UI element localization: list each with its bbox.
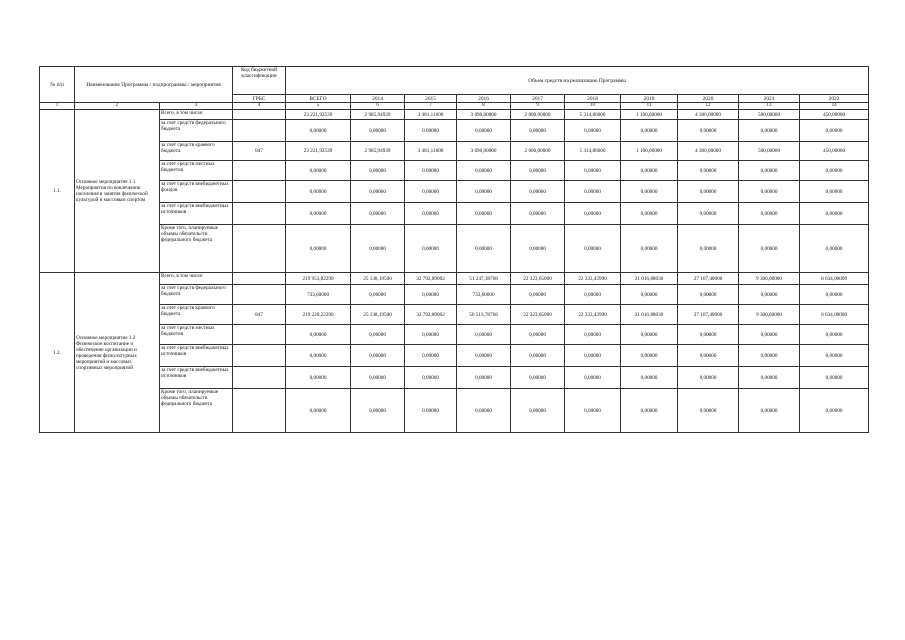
value-year: 450,00000 (800, 142, 869, 161)
funding-source: за счет средств внебюджетных источников (160, 345, 233, 367)
value-year: 0,00000 (800, 367, 869, 389)
value-year: 0,00000 (405, 325, 457, 345)
grbs-code (233, 367, 286, 389)
header-year: 2019 (621, 95, 678, 103)
grbs-code: 847 (233, 305, 286, 325)
value-year: 9 300,00000 (739, 305, 800, 325)
funding-source: за счет средств федерального бюджета (160, 120, 233, 142)
col-number: 14 (800, 103, 869, 110)
value-year: 4 300,00000 (678, 142, 739, 161)
col-number: 4 (233, 103, 286, 110)
funding-source: за счет средств внебюджетных источников (160, 367, 233, 389)
header-year: 2017 (511, 95, 565, 103)
value-year: 500,00000 (739, 110, 800, 120)
value-year: 21 016,88030 (621, 305, 678, 325)
funding-source: за счет средств краевого бюджета (160, 142, 233, 161)
value-year: 0,00000 (511, 325, 565, 345)
value-year: 32 792,89002 (405, 273, 457, 285)
value-year: 0,00000 (565, 120, 621, 142)
value-total: 0,00000 (286, 181, 351, 203)
value-year: 0,00000 (565, 389, 621, 433)
value-total: 23 221,92539 (286, 142, 351, 161)
value-year: 733,60000 (457, 285, 511, 305)
value-year: 0,00000 (800, 389, 869, 433)
value-year: 0,00000 (800, 161, 869, 181)
value-year: 0,00000 (405, 367, 457, 389)
value-total: 23 221,92539 (286, 110, 351, 120)
value-year: 0,00000 (739, 225, 800, 273)
value-year: 0,00000 (351, 161, 405, 181)
value-year: 0,00000 (405, 225, 457, 273)
value-year: 2 985,94939 (351, 110, 405, 120)
col-number: 11 (621, 103, 678, 110)
value-total: 0,00000 (286, 389, 351, 433)
value-year: 3 481,11600 (405, 110, 457, 120)
funding-source: за счет средств внебюджетных фондов (160, 181, 233, 203)
value-year: 0,00000 (565, 181, 621, 203)
value-year: 8 634,00000 (800, 273, 869, 285)
header-grbs: ГРБС (233, 95, 286, 103)
funding-table (39, 66, 869, 433)
value-year: 0,00000 (739, 181, 800, 203)
value-year: 25 138,19500 (351, 273, 405, 285)
table-row (40, 305, 869, 325)
header-code: Код бюджетной классификации (233, 67, 286, 95)
col-number: 6 (351, 103, 405, 110)
value-year: 0,00000 (565, 225, 621, 273)
col-number: 3 (160, 103, 233, 110)
value-year: 0,00000 (678, 161, 739, 181)
value-year: 0,00000 (511, 367, 565, 389)
col-number: 8 (457, 103, 511, 110)
value-year: 0,00000 (405, 389, 457, 433)
grbs-code (233, 161, 286, 181)
value-total: 0,00000 (286, 345, 351, 367)
value-year: 0,00000 (457, 345, 511, 367)
value-year: 32 792,89002 (405, 305, 457, 325)
value-total: 733,60000 (286, 285, 351, 305)
value-year: 0,00000 (678, 285, 739, 305)
value-year: 0,00000 (457, 203, 511, 225)
value-year: 0,00000 (800, 203, 869, 225)
value-year: 0,00000 (565, 285, 621, 305)
funding-source: за счет средств краевого бюджета (160, 305, 233, 325)
col-number: 2 (75, 103, 160, 110)
value-year: 0,00000 (621, 161, 678, 181)
table-row (40, 367, 869, 389)
value-total: 219 953,82290 (286, 273, 351, 285)
value-year: 0,00000 (621, 203, 678, 225)
value-year: 0,00000 (511, 161, 565, 181)
header-year: 2016 (457, 95, 511, 103)
value-year: 22 323,65000 (511, 305, 565, 325)
value-year: 0,00000 (621, 285, 678, 305)
value-year: 2 000,00000 (511, 110, 565, 120)
value-year: 0,00000 (405, 161, 457, 181)
header-row-1 (40, 67, 869, 95)
col-number: 13 (739, 103, 800, 110)
value-year: 500,00000 (739, 142, 800, 161)
header-funding: Объем средств на реализацию Программы (286, 67, 869, 95)
value-year: 0,00000 (621, 389, 678, 433)
value-year: 27 167,40000 (678, 305, 739, 325)
value-total: 0,00000 (286, 325, 351, 345)
value-year: 0,00000 (511, 181, 565, 203)
value-year: 0,00000 (405, 120, 457, 142)
grbs-code (233, 225, 286, 273)
value-year: 0,00000 (457, 389, 511, 433)
table-row (40, 325, 869, 345)
value-year: 0,00000 (800, 120, 869, 142)
value-year: 2 000,00000 (511, 142, 565, 161)
table-row (40, 161, 869, 181)
value-year: 0,00000 (351, 325, 405, 345)
table-row (40, 120, 869, 142)
value-year: 0,00000 (739, 203, 800, 225)
header-year: 2021 (739, 95, 800, 103)
value-total: 0,00000 (286, 203, 351, 225)
value-year: 0,00000 (511, 345, 565, 367)
value-year: 0,00000 (739, 325, 800, 345)
value-year: 0,00000 (678, 367, 739, 389)
header-year: 2022 (800, 95, 869, 103)
value-year: 0,00000 (800, 285, 869, 305)
value-year: 0,00000 (565, 203, 621, 225)
value-year: 0,00000 (621, 120, 678, 142)
value-year: 22 323,65000 (511, 273, 565, 285)
value-year: 0,00000 (565, 345, 621, 367)
table-row (40, 389, 869, 433)
value-year: 0,00000 (457, 367, 511, 389)
funding-source: за счет средств местных бюджетов (160, 161, 233, 181)
col-number: 1 (40, 103, 75, 110)
value-year: 0,00000 (351, 389, 405, 433)
funding-source: Всего, в том числе: (160, 273, 233, 285)
value-year: 0,00000 (457, 120, 511, 142)
table-row (40, 203, 869, 225)
value-year: 0,00000 (457, 181, 511, 203)
table-row (40, 181, 869, 203)
value-year: 0,00000 (678, 120, 739, 142)
value-total: 0,00000 (286, 367, 351, 389)
value-total: 0,00000 (286, 225, 351, 273)
value-year: 8 634,00000 (800, 305, 869, 325)
funding-source: Всего, в том числе: (160, 110, 233, 120)
col-number: 7 (405, 103, 457, 110)
table-row (40, 285, 869, 305)
header-total: ВСЕГО (286, 95, 351, 103)
value-year: 25 138,19500 (351, 305, 405, 325)
value-year: 0,00000 (678, 389, 739, 433)
value-year: 0,00000 (351, 181, 405, 203)
value-year: 0,00000 (739, 367, 800, 389)
value-year: 0,00000 (800, 345, 869, 367)
value-year: 0,00000 (351, 203, 405, 225)
header-name: Наименование Программы / подпрограммы / мероприятия (75, 67, 233, 103)
value-year: 0,00000 (678, 325, 739, 345)
value-year: 0,00000 (678, 225, 739, 273)
value-year: 21 016,88030 (621, 273, 678, 285)
grbs-code (233, 181, 286, 203)
section-name: Основное мероприятие 1.2 Физическое воспитание и обеспечение организации и проведения физкультурных мероприятий и массовых спортивных мероприятий (75, 273, 160, 433)
value-total: 219 220,22290 (286, 305, 351, 325)
col-number: 9 (511, 103, 565, 110)
value-year: 0,00000 (800, 225, 869, 273)
value-total: 0,00000 (286, 161, 351, 181)
funding-source: за счет средств федерального бюджета (160, 285, 233, 305)
value-year: 0,00000 (621, 345, 678, 367)
value-year: 1 100,00000 (621, 142, 678, 161)
value-year: 0,00000 (511, 225, 565, 273)
value-year: 0,00000 (351, 345, 405, 367)
value-year: 0,00000 (800, 325, 869, 345)
header-year: 2014 (351, 95, 405, 103)
funding-source: за счет средств местных бюджетов (160, 325, 233, 345)
value-year: 0,00000 (457, 325, 511, 345)
value-year: 0,00000 (351, 225, 405, 273)
table-row (40, 225, 869, 273)
table-row (40, 345, 869, 367)
value-year: 0,00000 (511, 120, 565, 142)
value-year: 0,00000 (405, 203, 457, 225)
col-number: 5 (286, 103, 351, 110)
funding-source: за счет средств внебюджетных источников (160, 203, 233, 225)
grbs-code (233, 110, 286, 120)
value-year: 0,00000 (565, 367, 621, 389)
value-year: 3 481,11600 (405, 142, 457, 161)
value-year: 0,00000 (621, 325, 678, 345)
value-year: 0,00000 (511, 203, 565, 225)
value-year: 50 513,78768 (457, 305, 511, 325)
value-year: 2 985,94939 (351, 142, 405, 161)
value-total: 0,00000 (286, 120, 351, 142)
section-number: 1.1. (40, 110, 75, 273)
grbs-code (233, 389, 286, 433)
value-year: 0,00000 (800, 181, 869, 203)
value-year: 0,00000 (565, 161, 621, 181)
header-year: 2015 (405, 95, 457, 103)
value-year: 0,00000 (511, 389, 565, 433)
value-year: 0,00000 (405, 285, 457, 305)
value-year: 0,00000 (351, 367, 405, 389)
value-year: 0,00000 (739, 285, 800, 305)
grbs-code (233, 345, 286, 367)
value-year: 0,00000 (739, 161, 800, 181)
value-year: 0,00000 (739, 120, 800, 142)
header-year: 2018 (565, 95, 621, 103)
column-number-row (40, 103, 869, 110)
grbs-code (233, 285, 286, 305)
value-year: 0,00000 (678, 345, 739, 367)
table-row (40, 142, 869, 161)
section-name: Основное мероприятие 1.1 Мероприятия по вовлечению населения в занятия физической культурой и массовым спортом (75, 110, 160, 273)
value-year: 0,00000 (621, 367, 678, 389)
value-year: 3 090,00000 (457, 110, 511, 120)
value-year: 22 333,43990 (565, 273, 621, 285)
funding-source: Кроме того, планируемые объемы обязательств федерального бюджета (160, 225, 233, 273)
value-year: 0,00000 (739, 345, 800, 367)
grbs-code: 847 (233, 142, 286, 161)
value-year: 27 167,40000 (678, 273, 739, 285)
value-year: 0,00000 (621, 225, 678, 273)
value-year: 4 300,00000 (678, 110, 739, 120)
header-num: № п/п (40, 67, 75, 103)
value-year: 1 100,00000 (621, 110, 678, 120)
grbs-code (233, 120, 286, 142)
section-number: 1.2. (40, 273, 75, 433)
value-year: 0,00000 (678, 181, 739, 203)
value-year: 0,00000 (351, 285, 405, 305)
value-year: 0,00000 (351, 120, 405, 142)
col-number: 10 (565, 103, 621, 110)
value-year: 0,00000 (405, 345, 457, 367)
value-year: 5 314,86000 (565, 142, 621, 161)
value-year: 450,00000 (800, 110, 869, 120)
value-year: 51 247,38768 (457, 273, 511, 285)
grbs-code (233, 273, 286, 285)
value-year: 0,00000 (621, 181, 678, 203)
table-row (40, 273, 869, 285)
value-year: 5 314,86000 (565, 110, 621, 120)
funding-source: Кроме того, планируемые объемы обязательств федерального бюджета (160, 389, 233, 433)
table-row (40, 110, 869, 120)
col-number: 12 (678, 103, 739, 110)
document-page (39, 66, 868, 433)
value-year: 0,00000 (565, 325, 621, 345)
value-year: 0,00000 (739, 389, 800, 433)
header-year: 2020 (678, 95, 739, 103)
value-year: 22 333,43990 (565, 305, 621, 325)
value-year: 0,00000 (678, 203, 739, 225)
grbs-code (233, 203, 286, 225)
value-year: 0,00000 (511, 285, 565, 305)
value-year: 3 090,00000 (457, 142, 511, 161)
value-year: 0,00000 (457, 161, 511, 181)
value-year: 0,00000 (457, 225, 511, 273)
value-year: 9 300,00000 (739, 273, 800, 285)
value-year: 0,00000 (405, 181, 457, 203)
grbs-code (233, 325, 286, 345)
